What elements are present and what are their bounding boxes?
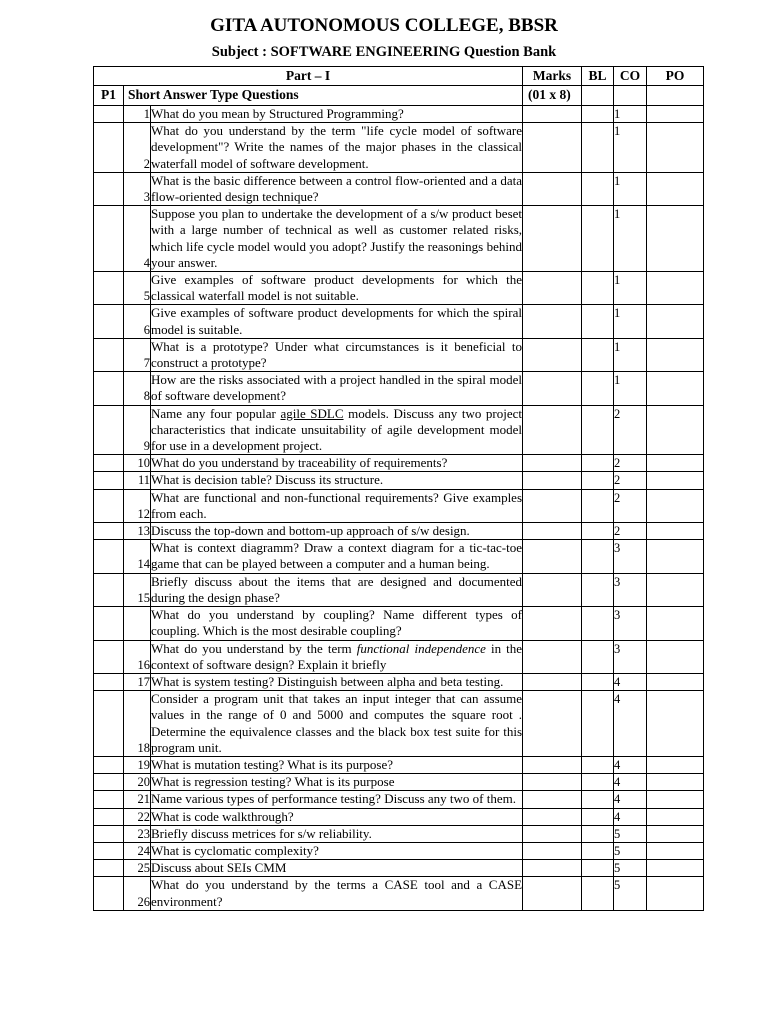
co-cell: 1 [614,172,647,205]
bl-cell [582,860,614,877]
marks-cell [523,607,582,640]
marks-cell [523,455,582,472]
question-row [94,523,704,540]
po-cell [647,123,704,173]
marks-header: Marks [523,67,582,86]
bl-header: BL [582,67,614,86]
question-text: What is cyclomatic complexity? [151,842,523,859]
co-cell: 2 [614,405,647,455]
row-blank-cell [94,540,124,573]
bl-cell [582,106,614,123]
question-text: What is decision table? Discuss its structure. [151,472,523,489]
question-row [94,673,704,690]
po-cell [647,640,704,673]
question-row [94,640,704,673]
bl-cell [582,877,614,910]
bl-cell [582,338,614,371]
co-cell: 2 [614,455,647,472]
marks-cell [523,791,582,808]
co-cell: 2 [614,489,647,522]
question-number: 8 [124,372,151,405]
row-blank-cell [94,825,124,842]
subject-subtitle: Subject : SOFTWARE ENGINEERING Question Bank [211,44,557,60]
co-cell: 4 [614,691,647,757]
co-cell: 3 [614,607,647,640]
row-blank-cell [94,472,124,489]
question-row [94,842,704,859]
row-blank-cell [94,640,124,673]
question-text: How are the risks associated with a project handled in the spiral model of software development? [151,372,523,404]
question-number: 24 [124,842,151,859]
marks-cell [523,172,582,205]
question-text: What is regression testing? What is its purpose [151,774,523,791]
question-row [94,123,704,173]
marks-cell [523,825,582,842]
marks-cell [523,640,582,673]
row-blank-cell [94,877,124,910]
question-row [94,808,704,825]
question-number: 12 [124,489,151,522]
marks-cell [523,540,582,573]
question-number: 20 [124,774,151,791]
row-blank-cell [94,673,124,690]
question-text: Suppose you plan to undertake the development of a s/w product beset with a large number of technical as well as customer related risks, which life cycle model would you adopt? Justify the reasonings behind your answer. [151,206,523,270]
question-row [94,791,704,808]
co-cell: 4 [614,756,647,773]
row-blank-cell [94,405,124,455]
row-blank-cell [94,774,124,791]
question-text: What is code walkthrough? [151,808,523,825]
po-cell [647,877,704,910]
bl-cell [582,272,614,305]
question-text [151,405,523,455]
question-text: What are functional and non-functional requirements? Give examples from each. [151,489,523,521]
question-text: What is a prototype? Under what circumstances is it beneficial to construct a prototype? [151,338,523,371]
bl-cell [582,756,614,773]
question-row [94,272,704,305]
co-cell: 1 [614,106,647,123]
co-cell: 4 [614,673,647,690]
bl-cell [582,172,614,205]
question-row [94,172,704,205]
co-cell: 3 [614,573,647,606]
po-cell [647,372,704,405]
question-row [94,405,704,455]
section-bl-cell [582,86,614,106]
bl-cell [582,305,614,338]
marks-cell [523,573,582,606]
marks-cell [523,272,582,305]
po-cell [647,523,704,540]
section-po-cell [647,86,704,106]
marks-cell [523,472,582,489]
question-text: Discuss the top-down and bottom-up approach of s/w design. [151,523,523,540]
question-row [94,372,704,405]
question-row [94,573,704,606]
section-title: Short Answer Type Questions [124,86,523,106]
question-text: Discuss about SEIs CMM [151,860,523,877]
po-cell [647,573,704,606]
marks-cell [523,123,582,173]
bl-cell [582,825,614,842]
row-blank-cell [94,860,124,877]
bl-cell [582,540,614,573]
question-row [94,472,704,489]
row-blank-cell [94,791,124,808]
marks-cell [523,842,582,859]
question-text: Give examples of software product developments for which the classical waterfall model is not suitable. [151,272,523,304]
co-cell: 4 [614,791,647,808]
question-row [94,106,704,123]
question-row [94,607,704,640]
marks-cell [523,673,582,690]
question-number: 21 [124,791,151,808]
question-number: 7 [124,338,151,371]
row-blank-cell [94,272,124,305]
question-text: Name various types of performance testing? Discuss any two of them. [151,791,523,808]
question-text: What do you understand by the terms a CASE tool and a CASE environment? [151,877,523,909]
college-title: GITA AUTONOMOUS COLLEGE, BBSR [210,15,558,36]
bl-cell [582,808,614,825]
row-blank-cell [94,206,124,272]
bl-cell [582,774,614,791]
marks-cell [523,405,582,455]
question-text: What is context diagramm? Draw a context diagram for a tic-tac-toe game that can be played between a computer and a human being. [151,540,523,572]
bl-cell [582,206,614,272]
question-number: 19 [124,756,151,773]
question-number: 6 [124,305,151,338]
co-cell: 5 [614,842,647,859]
question-row [94,877,704,910]
marks-cell [523,523,582,540]
po-cell [647,860,704,877]
marks-cell [523,206,582,272]
row-blank-cell [94,523,124,540]
question-text-emphasis: functional independence [356,640,486,656]
marks-cell [523,489,582,522]
row-blank-cell [94,305,124,338]
row-blank-cell [94,842,124,859]
question-number [124,607,151,640]
row-blank-cell [94,489,124,522]
po-cell [647,774,704,791]
marks-cell [523,305,582,338]
bl-cell [582,842,614,859]
section-row [94,86,704,106]
row-blank-cell [94,607,124,640]
co-cell: 2 [614,523,647,540]
po-cell [647,206,704,272]
part-header: Part – I [94,67,523,86]
po-cell [647,172,704,205]
bl-cell [582,791,614,808]
co-cell: 1 [614,372,647,405]
co-cell: 1 [614,272,647,305]
co-cell: 1 [614,338,647,371]
question-row [94,691,704,757]
question-number: 18 [124,691,151,757]
question-row [94,206,704,272]
question-number: 4 [124,206,151,272]
co-cell: 1 [614,123,647,173]
bl-cell [582,123,614,173]
question-number: 1 [124,106,151,123]
question-row [94,860,704,877]
co-cell: 1 [614,206,647,272]
marks-cell [523,106,582,123]
bl-cell [582,489,614,522]
question-text: Consider a program unit that takes an input integer that can assume values in the range of 0 and 5000 and computes the square root . Determine the equivalence classes and the black box test suite for this program unit. [151,691,523,755]
question-text-part: What do you understand by the term [151,640,357,656]
marks-cell [523,808,582,825]
row-blank-cell [94,573,124,606]
marks-cell [523,372,582,405]
question-number: 10 [124,455,151,472]
bl-cell [582,673,614,690]
question-number: 22 [124,808,151,825]
co-cell: 4 [614,808,647,825]
question-number: 15 [124,573,151,606]
question-number: 5 [124,272,151,305]
question-number: 9 [124,405,151,455]
po-header: PO [647,67,704,86]
section-marks: (01 x 8) [523,86,582,106]
question-text: What is the basic difference between a control flow-oriented and a data flow-oriented design technique? [151,172,523,205]
question-row [94,756,704,773]
table-header-row [94,67,704,86]
row-blank-cell [94,691,124,757]
question-row [94,774,704,791]
bl-cell [582,607,614,640]
co-cell: 5 [614,860,647,877]
row-blank-cell [94,172,124,205]
question-text: What do you understand by traceability of requirements? [151,455,523,472]
po-cell [647,673,704,690]
co-cell: 2 [614,472,647,489]
co-header: CO [614,67,647,86]
question-text: What is mutation testing? What is its purpose? [151,756,523,773]
question-text: What do you understand by the term "life cycle model of software development"? Write the names of the major phases in the classical waterfall model of software development. [151,123,523,171]
po-cell [647,756,704,773]
po-cell [647,791,704,808]
question-number: 2 [124,123,151,173]
question-text: Give examples of software product developments for which the spiral model is suitable. [151,305,523,337]
question-text [151,640,523,673]
question-number: 11 [124,472,151,489]
question-row [94,455,704,472]
row-blank-cell [94,455,124,472]
co-cell: 1 [614,305,647,338]
row-blank-cell [94,106,124,123]
question-text: What do you understand by coupling? Name different types of coupling. Which is the most desirable coupling? [151,607,523,639]
question-number: 16 [124,640,151,673]
marks-cell [523,877,582,910]
row-blank-cell [94,338,124,371]
po-cell [647,305,704,338]
bl-cell [582,372,614,405]
co-cell: 3 [614,640,647,673]
bl-cell [582,573,614,606]
question-row [94,305,704,338]
question-row [94,489,704,522]
question-number: 14 [124,540,151,573]
question-number: 13 [124,523,151,540]
bl-cell [582,405,614,455]
marks-cell [523,756,582,773]
question-row [94,338,704,371]
bl-cell [582,523,614,540]
co-cell: 5 [614,825,647,842]
co-cell: 4 [614,774,647,791]
question-text: Briefly discuss metrices for s/w reliability. [151,825,523,842]
marks-cell [523,774,582,791]
question-number: 3 [124,172,151,205]
co-cell: 3 [614,540,647,573]
po-cell [647,607,704,640]
po-cell [647,338,704,371]
po-cell [647,472,704,489]
row-blank-cell [94,808,124,825]
po-cell [647,405,704,455]
row-blank-cell [94,372,124,405]
po-cell [647,808,704,825]
po-cell [647,106,704,123]
marks-cell [523,860,582,877]
question-row [94,825,704,842]
bl-cell [582,691,614,757]
row-blank-cell [94,123,124,173]
po-cell [647,842,704,859]
co-cell: 5 [614,877,647,910]
question-text: Briefly discuss about the items that are designed and documented during the design phase? [151,573,523,605]
po-cell [647,691,704,757]
question-text-part: in the context of software design? Explain it briefly [151,640,523,672]
question-text: What is system testing? Distinguish between alpha and beta testing. [151,673,523,690]
question-text-emphasis: agile SDLC [280,405,344,421]
question-text-part: Name any four popular [151,405,281,421]
question-number: 26 [124,877,151,910]
question-row [94,540,704,573]
po-cell [647,540,704,573]
question-bank-table [93,66,704,911]
po-cell [647,489,704,522]
bl-cell [582,640,614,673]
marks-cell [523,691,582,757]
question-number: 23 [124,825,151,842]
bl-cell [582,455,614,472]
row-blank-cell [94,756,124,773]
po-cell [647,825,704,842]
question-number: 25 [124,860,151,877]
marks-cell [523,338,582,371]
po-cell [647,455,704,472]
po-cell [647,272,704,305]
question-text-part: models. Discuss any two project characteristics that indicate unsuitability of agile development model for use in a development project. [151,405,523,454]
section-co-cell [614,86,647,106]
section-id: P1 [94,86,124,106]
bl-cell [582,472,614,489]
question-text: What do you mean by Structured Programming? [151,106,523,123]
question-number: 17 [124,673,151,690]
